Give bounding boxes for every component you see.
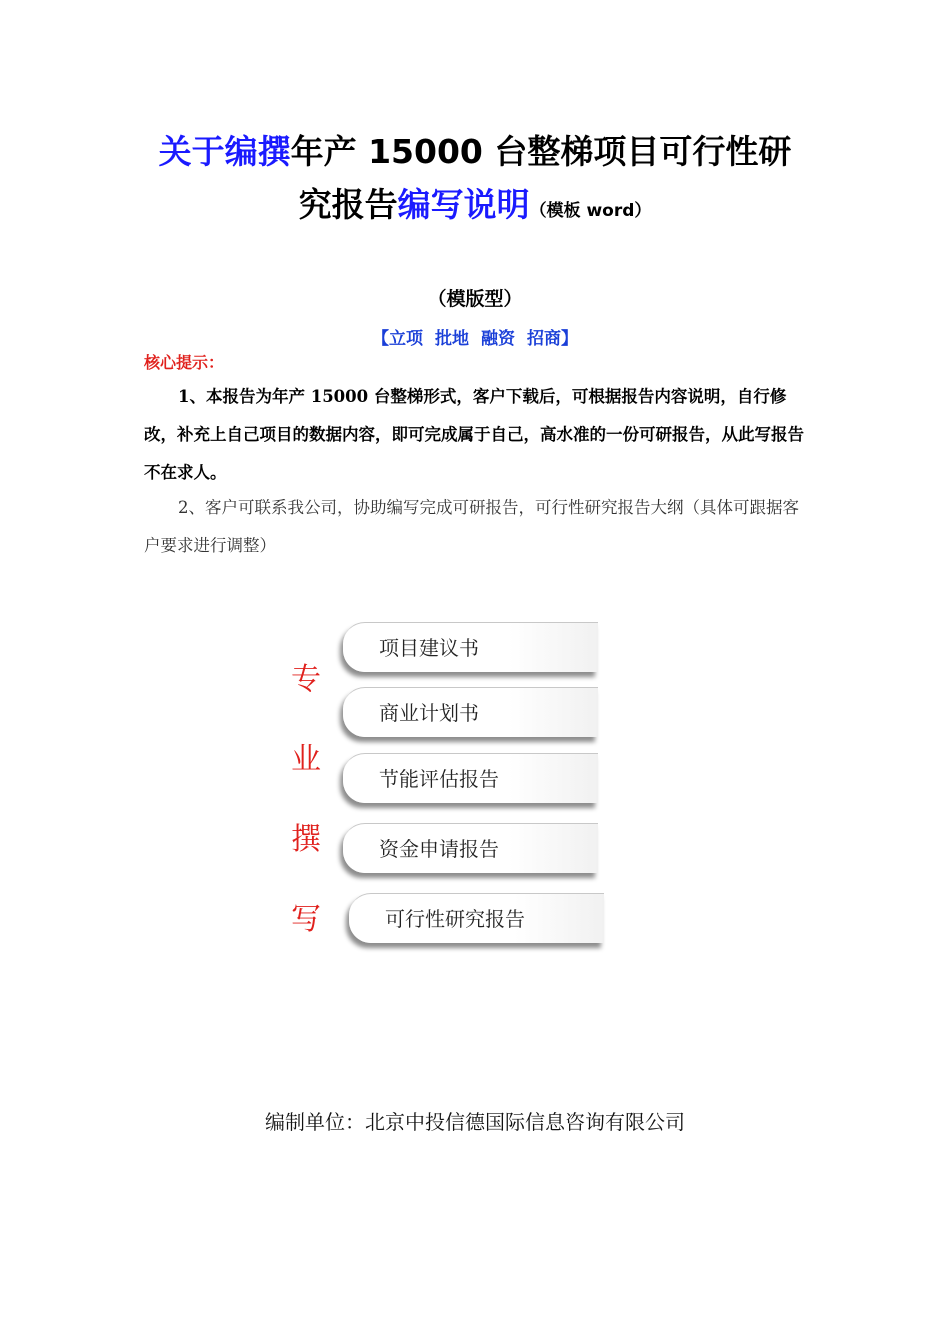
tag-approval: 【立项 (372, 329, 423, 349)
title-highlight-1: 关于编撰 (158, 132, 291, 171)
vertical-label (286, 660, 326, 980)
service-item (343, 687, 598, 737)
document-title-line-1 (0, 127, 950, 177)
tag-financing: 融资 (481, 329, 515, 349)
service-item-label: 商业计划书 (379, 701, 479, 725)
tag-investment: 招商】 (527, 329, 578, 349)
service-item (343, 622, 598, 672)
vertical-char: 专 (291, 662, 321, 697)
tag-land: 批地 (435, 329, 469, 349)
service-item (343, 823, 598, 873)
service-item-label: 项目建议书 (379, 636, 479, 660)
compiling-unit: 编制单位：北京中投信德国际信息咨询有限公司 (265, 1110, 685, 1134)
service-item (349, 893, 604, 943)
service-item-label: 可行性研究报告 (385, 907, 525, 931)
subtitle: （模版型） (427, 288, 523, 310)
vertical-char: 业 (291, 742, 321, 777)
core-hint-label: 核心提示： (144, 353, 225, 372)
service-tags (0, 324, 950, 349)
service-item (343, 753, 598, 803)
service-item-label: 资金申请报告 (379, 837, 499, 861)
vertical-char: 撰 (291, 822, 321, 857)
title-highlight-2: 编写说明 (397, 185, 530, 224)
service-item-label: 节能评估报告 (379, 767, 499, 791)
paragraph-2: 2、客户可联系我公司，协助编写完成可研报告，可行性研究报告大纲（具体可跟据客户要求进行调整） (144, 498, 799, 555)
title-main-1: 年产 15000 台整梯项目可行性研 (290, 132, 792, 171)
title-template-note: （模板 word） (529, 201, 652, 221)
document-title-line-2 (0, 180, 950, 236)
vertical-char: 写 (291, 902, 321, 937)
title-main-2: 究报告 (298, 185, 398, 224)
paragraph-1: 1、本报告为年产 15000 台整梯形式，客户下载后，可根据报告内容说明，自行修改，补充上自己项目的数据内容，即可完成属于自己，高水准的一份可研报告，从此写报告不在求人。 (144, 387, 804, 482)
